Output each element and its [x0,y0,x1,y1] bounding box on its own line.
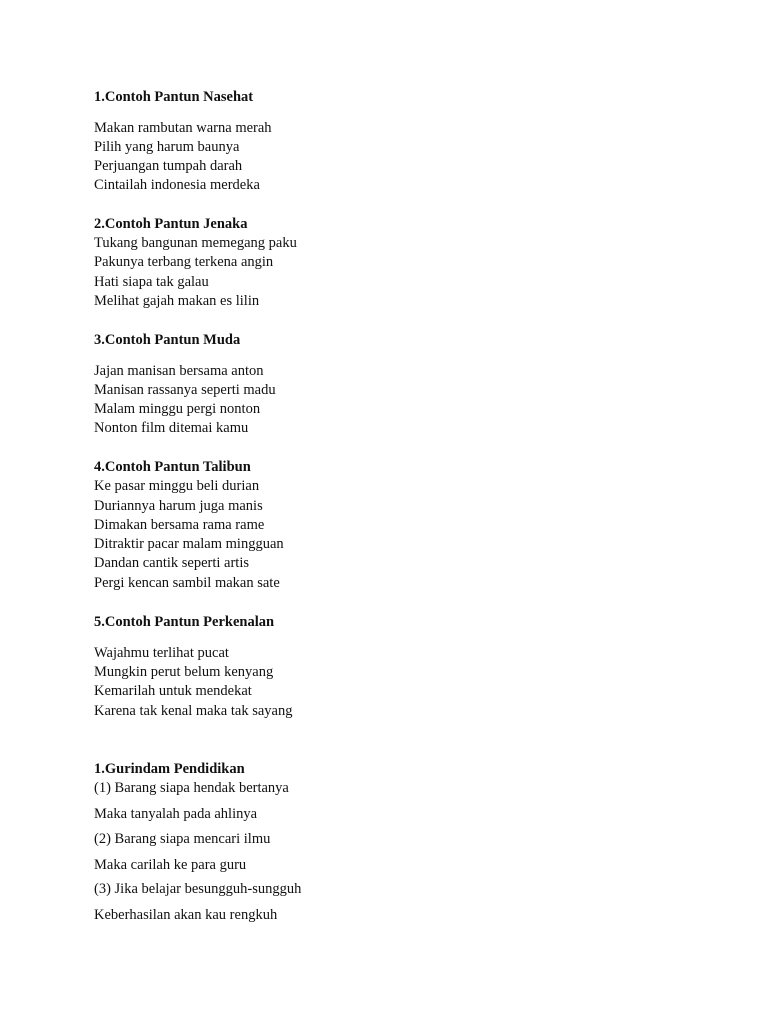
section-heading: 1.Contoh Pantun Nasehat [94,89,254,105]
poem-line: Ke pasar minggu beli durian [94,478,260,494]
poem-line: Dandan cantik seperti artis [94,555,250,571]
poem-line: Karena tak kenal maka tak sayang [94,703,293,719]
poem-line: Ditraktir pacar malam mingguan [94,536,284,552]
section-heading: 4.Contoh Pantun Talibun [94,459,251,475]
poem-line: (1) Barang siapa hendak bertanya [94,780,289,796]
poem-line: Makan rambutan warna merah [94,120,272,136]
poem-line: Duriannya harum juga manis [94,498,263,514]
poem-line: Maka tanyalah pada ahlinya [94,806,258,822]
poem-line: (3) Jika belajar besungguh-sungguh [94,881,302,897]
section-heading: 2.Contoh Pantun Jenaka [94,216,248,232]
poem-line: Nonton film ditemai kamu [94,420,249,436]
poem-line: Pilih yang harum baunya [94,139,240,155]
poem-line: Manisan rassanya seperti madu [94,382,276,398]
poem-line: Malam minggu pergi nonton [94,401,261,417]
section-heading: 3.Contoh Pantun Muda [94,332,241,348]
poem-line: (2) Barang siapa mencari ilmu [94,831,271,847]
poem-line: Tukang bangunan memegang paku [94,235,297,251]
poem-line: Pergi kencan sambil makan sate [94,575,280,591]
poem-line: Jajan manisan bersama anton [94,363,264,379]
poem-line: Maka carilah ke para guru [94,857,247,873]
poem-line: Wajahmu terlihat pucat [94,645,229,661]
section-heading: 1.Gurindam Pendidikan [94,761,245,777]
poem-line: Perjuangan tumpah darah [94,158,243,174]
poem-line: Keberhasilan akan kau rengkuh [94,907,278,923]
poem-line: Cintailah indonesia merdeka [94,177,260,193]
poem-line: Hati siapa tak galau [94,274,209,290]
poem-line: Dimakan bersama rama rame [94,517,265,533]
poem-line: Mungkin perut belum kenyang [94,664,274,680]
poem-line: Melihat gajah makan es lilin [94,293,260,309]
poem-line: Kemarilah untuk mendekat [94,683,252,699]
poem-line: Pakunya terbang terkena angin [94,254,274,270]
section-heading: 5.Contoh Pantun Perkenalan [94,614,275,630]
